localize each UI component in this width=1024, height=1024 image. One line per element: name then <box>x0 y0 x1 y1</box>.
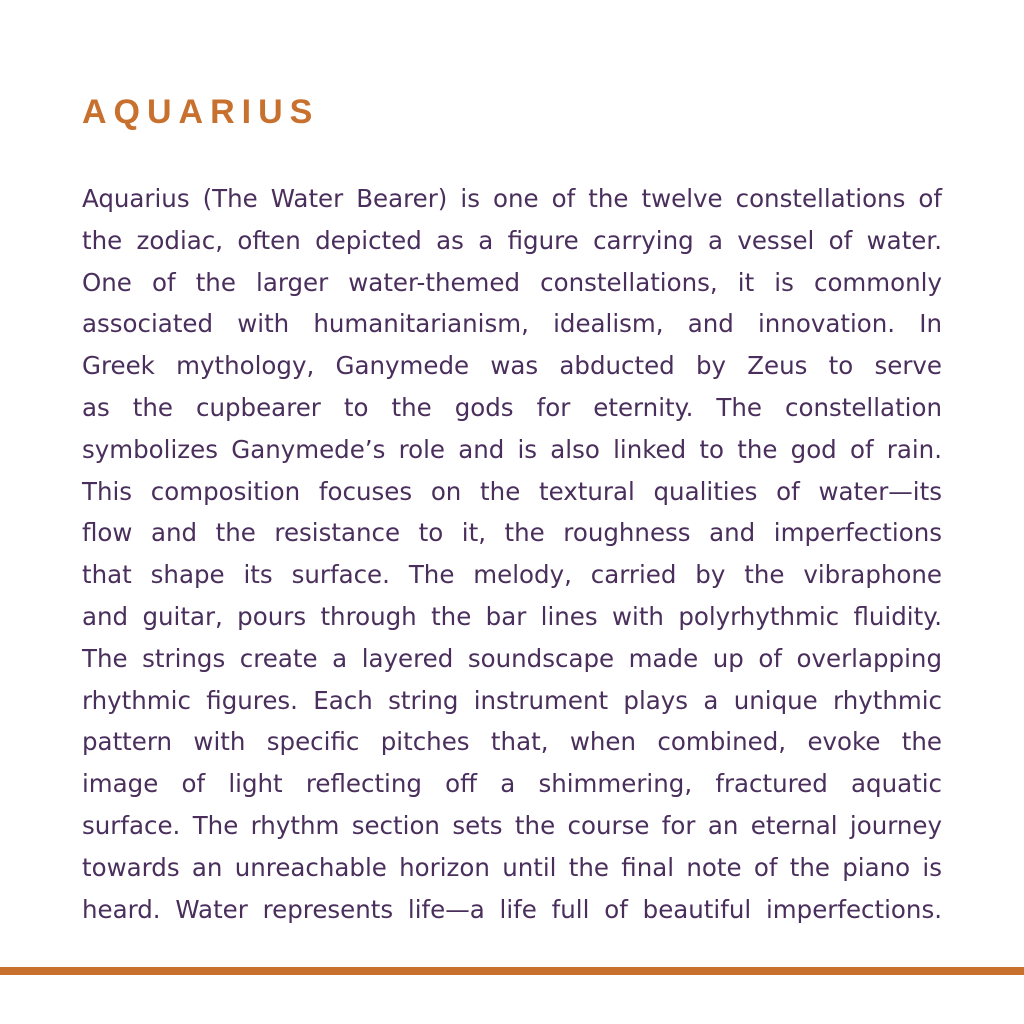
body-line: The strings create a layered soundscape made up of overlapping <box>82 643 942 673</box>
body-line: symbolizes Ganymede’s role and is also linked to the god of rain. <box>82 434 942 464</box>
body-line: that shape its surface. The melody, carried by the vibraphone <box>82 560 942 590</box>
body-line: heard. Water represents life—a life full of beautiful imperfections. <box>82 894 942 924</box>
body-line: Greek mythology, Ganymede was abducted by Zeus to serve <box>82 351 942 381</box>
bottom-divider <box>0 967 1024 975</box>
body-line: flow and the resistance to it, the roughness and imperfections <box>82 518 942 548</box>
body-line: surface. The rhythm section sets the course for an eternal journey <box>82 810 942 840</box>
body-line: and guitar, pours through the bar lines with polyrhythmic fluidity. <box>82 601 942 631</box>
body-line: This composition focuses on the textural qualities of water—its <box>82 476 942 506</box>
body-line: pattern with specific pitches that, when combined, evoke the <box>82 727 942 757</box>
body-line: towards an unreachable horizon until the final note of the piano is <box>82 852 942 882</box>
body-line: image of light reflecting off a shimmering, fractured aquatic <box>82 769 942 799</box>
body-line: One of the larger water-themed constellations, it is commonly <box>82 267 942 297</box>
body-paragraph <box>82 178 942 930</box>
page-title: AQUARIUS <box>82 93 320 131</box>
body-line: rhythmic figures. Each string instrument plays a unique rhythmic <box>82 685 942 715</box>
body-line: Aquarius (The Water Bearer) is one of the twelve constellations of <box>82 184 942 213</box>
body-line: associated with humanitarianism, idealism, and innovation. In <box>82 309 942 339</box>
body-line: the zodiac, often depicted as a figure carrying a vessel of water. <box>82 225 942 255</box>
body-line: as the cupbearer to the gods for eternity. The constellation <box>82 392 942 422</box>
